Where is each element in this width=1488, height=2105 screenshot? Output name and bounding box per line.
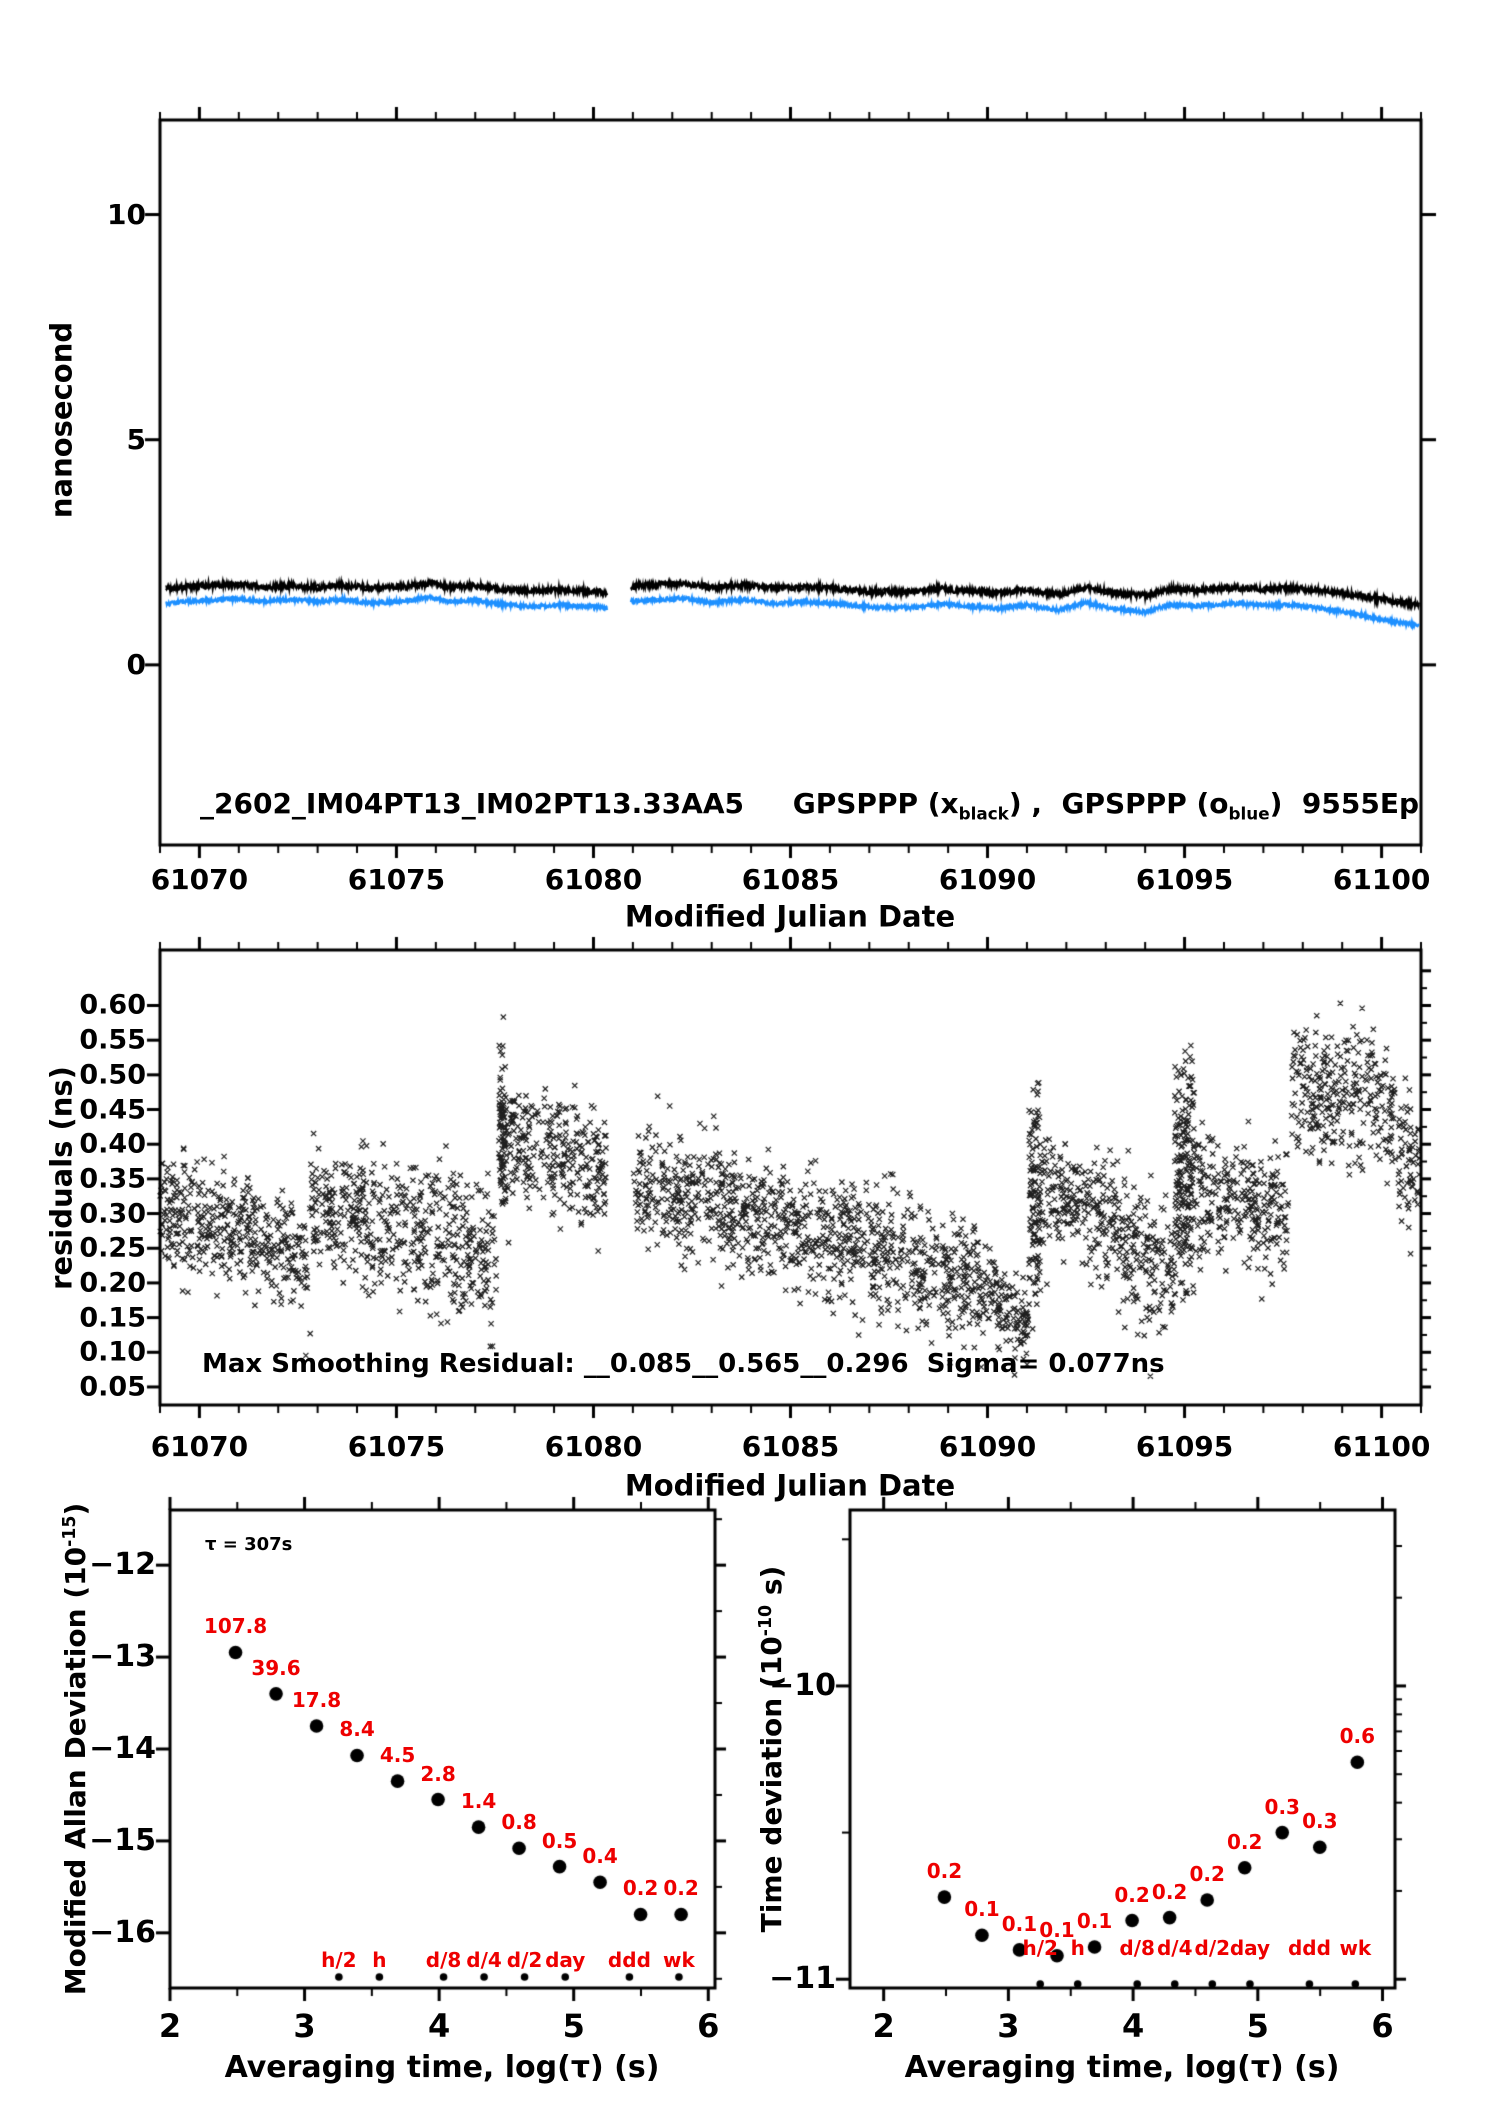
point-value-label: 0.3 xyxy=(1302,1809,1338,1834)
top-y-axis-title: nanosecond xyxy=(44,321,79,519)
point-value-label: 107.8 xyxy=(203,1614,268,1639)
x-tick-label: 61100 xyxy=(1332,1430,1431,1463)
x-tick-label: 61080 xyxy=(544,863,643,896)
point-value-label: 0.1 xyxy=(1039,1917,1075,1942)
point-value-label: 0.2 xyxy=(1227,1829,1263,1854)
point-value-label: 17.8 xyxy=(291,1688,342,1713)
point-value-label: 0.4 xyxy=(582,1844,618,1869)
point-value-label: 8.4 xyxy=(339,1717,375,1742)
x-tick-label: 5 xyxy=(562,2007,585,2045)
timescale-label: day xyxy=(1229,1936,1271,1960)
x-tick-label: 61085 xyxy=(741,1430,840,1463)
x-tick-label: 61095 xyxy=(1135,863,1234,896)
timescale-label: d/2 xyxy=(506,1948,543,1972)
x-tick-label: 61075 xyxy=(347,1430,446,1463)
middle-x-axis-title: Modified Julian Date xyxy=(624,1468,956,1503)
point-value-label: 0.2 xyxy=(926,1859,963,1884)
timescale-label: d/2 xyxy=(1194,1936,1231,1960)
timescale-label: h/2 xyxy=(1022,1936,1058,1960)
mdev-x-axis-title: Averaging time, log(τ) (s) xyxy=(224,2050,660,2085)
point-value-label: 0.3 xyxy=(1264,1794,1300,1819)
x-tick-label: 61100 xyxy=(1332,863,1431,896)
title-sub-blue: blue xyxy=(1228,803,1270,824)
y-tick-label: 0.45 xyxy=(79,1094,146,1126)
mdev-title-text: ) xyxy=(59,1502,93,1516)
point-value-label: 0.1 xyxy=(1001,1911,1038,1936)
point-value-label: 0.2 xyxy=(622,1876,659,1901)
y-tick-label: −14 xyxy=(89,1731,156,1766)
point-value-label: 0.5 xyxy=(541,1828,578,1853)
mdev-y-axis-title xyxy=(59,1502,93,1996)
y-tick-label: −16 xyxy=(89,1914,156,1950)
tdev-x-axis-title: Averaging time, log(τ) (s) xyxy=(904,2050,1340,2085)
mdev-title-exponent: -15 xyxy=(59,1515,80,1547)
tdev-y-axis-title xyxy=(755,1565,789,1933)
x-tick-label: 6 xyxy=(1371,2007,1394,2045)
point-value-label: 2.8 xyxy=(420,1761,456,1786)
y-tick-label: 0.60 xyxy=(79,989,146,1021)
title-text: ) , GPSPPP (o xyxy=(1008,786,1229,820)
y-tick-label: 5 xyxy=(126,422,146,456)
x-tick-label: 3 xyxy=(293,2007,316,2045)
point-value-label: 0.2 xyxy=(1189,1862,1225,1887)
tdev-title-text: s) xyxy=(755,1565,789,1605)
x-tick-label: 61080 xyxy=(544,1430,643,1463)
x-tick-label: 61090 xyxy=(938,863,1037,896)
y-tick-label: 0.35 xyxy=(79,1163,146,1195)
tdev-title-text: Time deviation (10 xyxy=(755,1636,789,1933)
title-sub-black: black xyxy=(958,803,1009,824)
y-tick-label: −11 xyxy=(769,1961,836,1997)
point-value-label: 0.2 xyxy=(1114,1882,1150,1907)
y-tick-label: 0.50 xyxy=(79,1059,146,1091)
timescale-label: day xyxy=(545,1948,586,1972)
tau-annotation: τ = 307s xyxy=(205,1534,293,1555)
tdev-title-exponent: -10 xyxy=(755,1604,776,1637)
point-value-label: 0.8 xyxy=(501,1810,537,1835)
point-value-label: 39.6 xyxy=(251,1655,301,1680)
y-tick-label: 0.20 xyxy=(79,1267,146,1299)
timescale-label: d/4 xyxy=(466,1948,502,1972)
y-tick-label: 0.40 xyxy=(79,1128,146,1160)
x-tick-label: 2 xyxy=(872,2007,895,2045)
x-tick-label: 61085 xyxy=(741,863,840,896)
y-tick-label: 10 xyxy=(107,197,146,231)
y-tick-label: −10 xyxy=(769,1667,836,1703)
x-tick-label: 4 xyxy=(427,2007,451,2045)
y-tick-label: 0 xyxy=(126,647,146,681)
y-tick-label: 0.25 xyxy=(79,1232,146,1264)
top-series-title xyxy=(200,786,1420,824)
x-tick-label: 61095 xyxy=(1135,1430,1234,1463)
point-value-label: 0.1 xyxy=(1076,1908,1113,1933)
timescale-label: h/2 xyxy=(321,1948,357,1972)
point-value-label: 0.1 xyxy=(964,1897,1000,1922)
x-tick-label: 3 xyxy=(997,2007,1020,2045)
timescale-label: wk xyxy=(663,1948,695,1972)
y-tick-label: −13 xyxy=(89,1639,156,1675)
timescale-label: ddd xyxy=(1287,1936,1331,1960)
y-tick-label: 0.30 xyxy=(79,1198,146,1230)
top-x-axis-title: Modified Julian Date xyxy=(624,899,956,934)
x-tick-label: 4 xyxy=(1121,2007,1145,2045)
x-tick-label: 61090 xyxy=(938,1430,1037,1463)
point-value-label: 0.2 xyxy=(663,1876,699,1901)
y-tick-label: −15 xyxy=(89,1822,156,1858)
x-tick-label: 61070 xyxy=(150,863,249,896)
y-tick-label: 0.10 xyxy=(79,1336,146,1368)
x-tick-label: 2 xyxy=(158,2007,182,2045)
title-text: ) 9555Ep xyxy=(1269,786,1420,820)
mdev-title-text: Modified Allan Deviation (10 xyxy=(59,1546,93,1996)
point-value-label: 1.4 xyxy=(460,1789,497,1814)
point-value-label: 0.2 xyxy=(1151,1879,1188,1904)
max-smoothing-annotation: Max Smoothing Residual: __0.085__0.565__0.296 Sigma= 0.077ns xyxy=(202,1349,1165,1379)
timescale-label: h xyxy=(1070,1936,1085,1960)
x-tick-label: 6 xyxy=(697,2007,720,2045)
point-value-label: 4.5 xyxy=(379,1743,416,1768)
timescale-label: d/4 xyxy=(1156,1936,1193,1960)
y-tick-label: 0.15 xyxy=(79,1302,146,1334)
timescale-label: h xyxy=(372,1948,387,1972)
x-tick-label: 61070 xyxy=(150,1430,249,1463)
y-tick-label: 0.55 xyxy=(79,1024,146,1056)
point-value-label: 0.6 xyxy=(1339,1724,1376,1749)
timescale-label: d/8 xyxy=(425,1948,462,1972)
y-tick-label: −12 xyxy=(89,1547,156,1583)
x-tick-label: 5 xyxy=(1246,2007,1269,2045)
x-tick-label: 61075 xyxy=(347,863,446,896)
timescale-label: wk xyxy=(1339,1936,1372,1960)
timescale-label: ddd xyxy=(607,1948,651,1972)
title-text: _2602_IM04PT13_IM02PT13.33AA5 GPSPPP (x xyxy=(200,786,959,820)
y-tick-label: 0.05 xyxy=(79,1371,146,1403)
timescale-label: d/8 xyxy=(1119,1936,1155,1960)
middle-y-axis-title: residuals (ns) xyxy=(44,1066,79,1290)
